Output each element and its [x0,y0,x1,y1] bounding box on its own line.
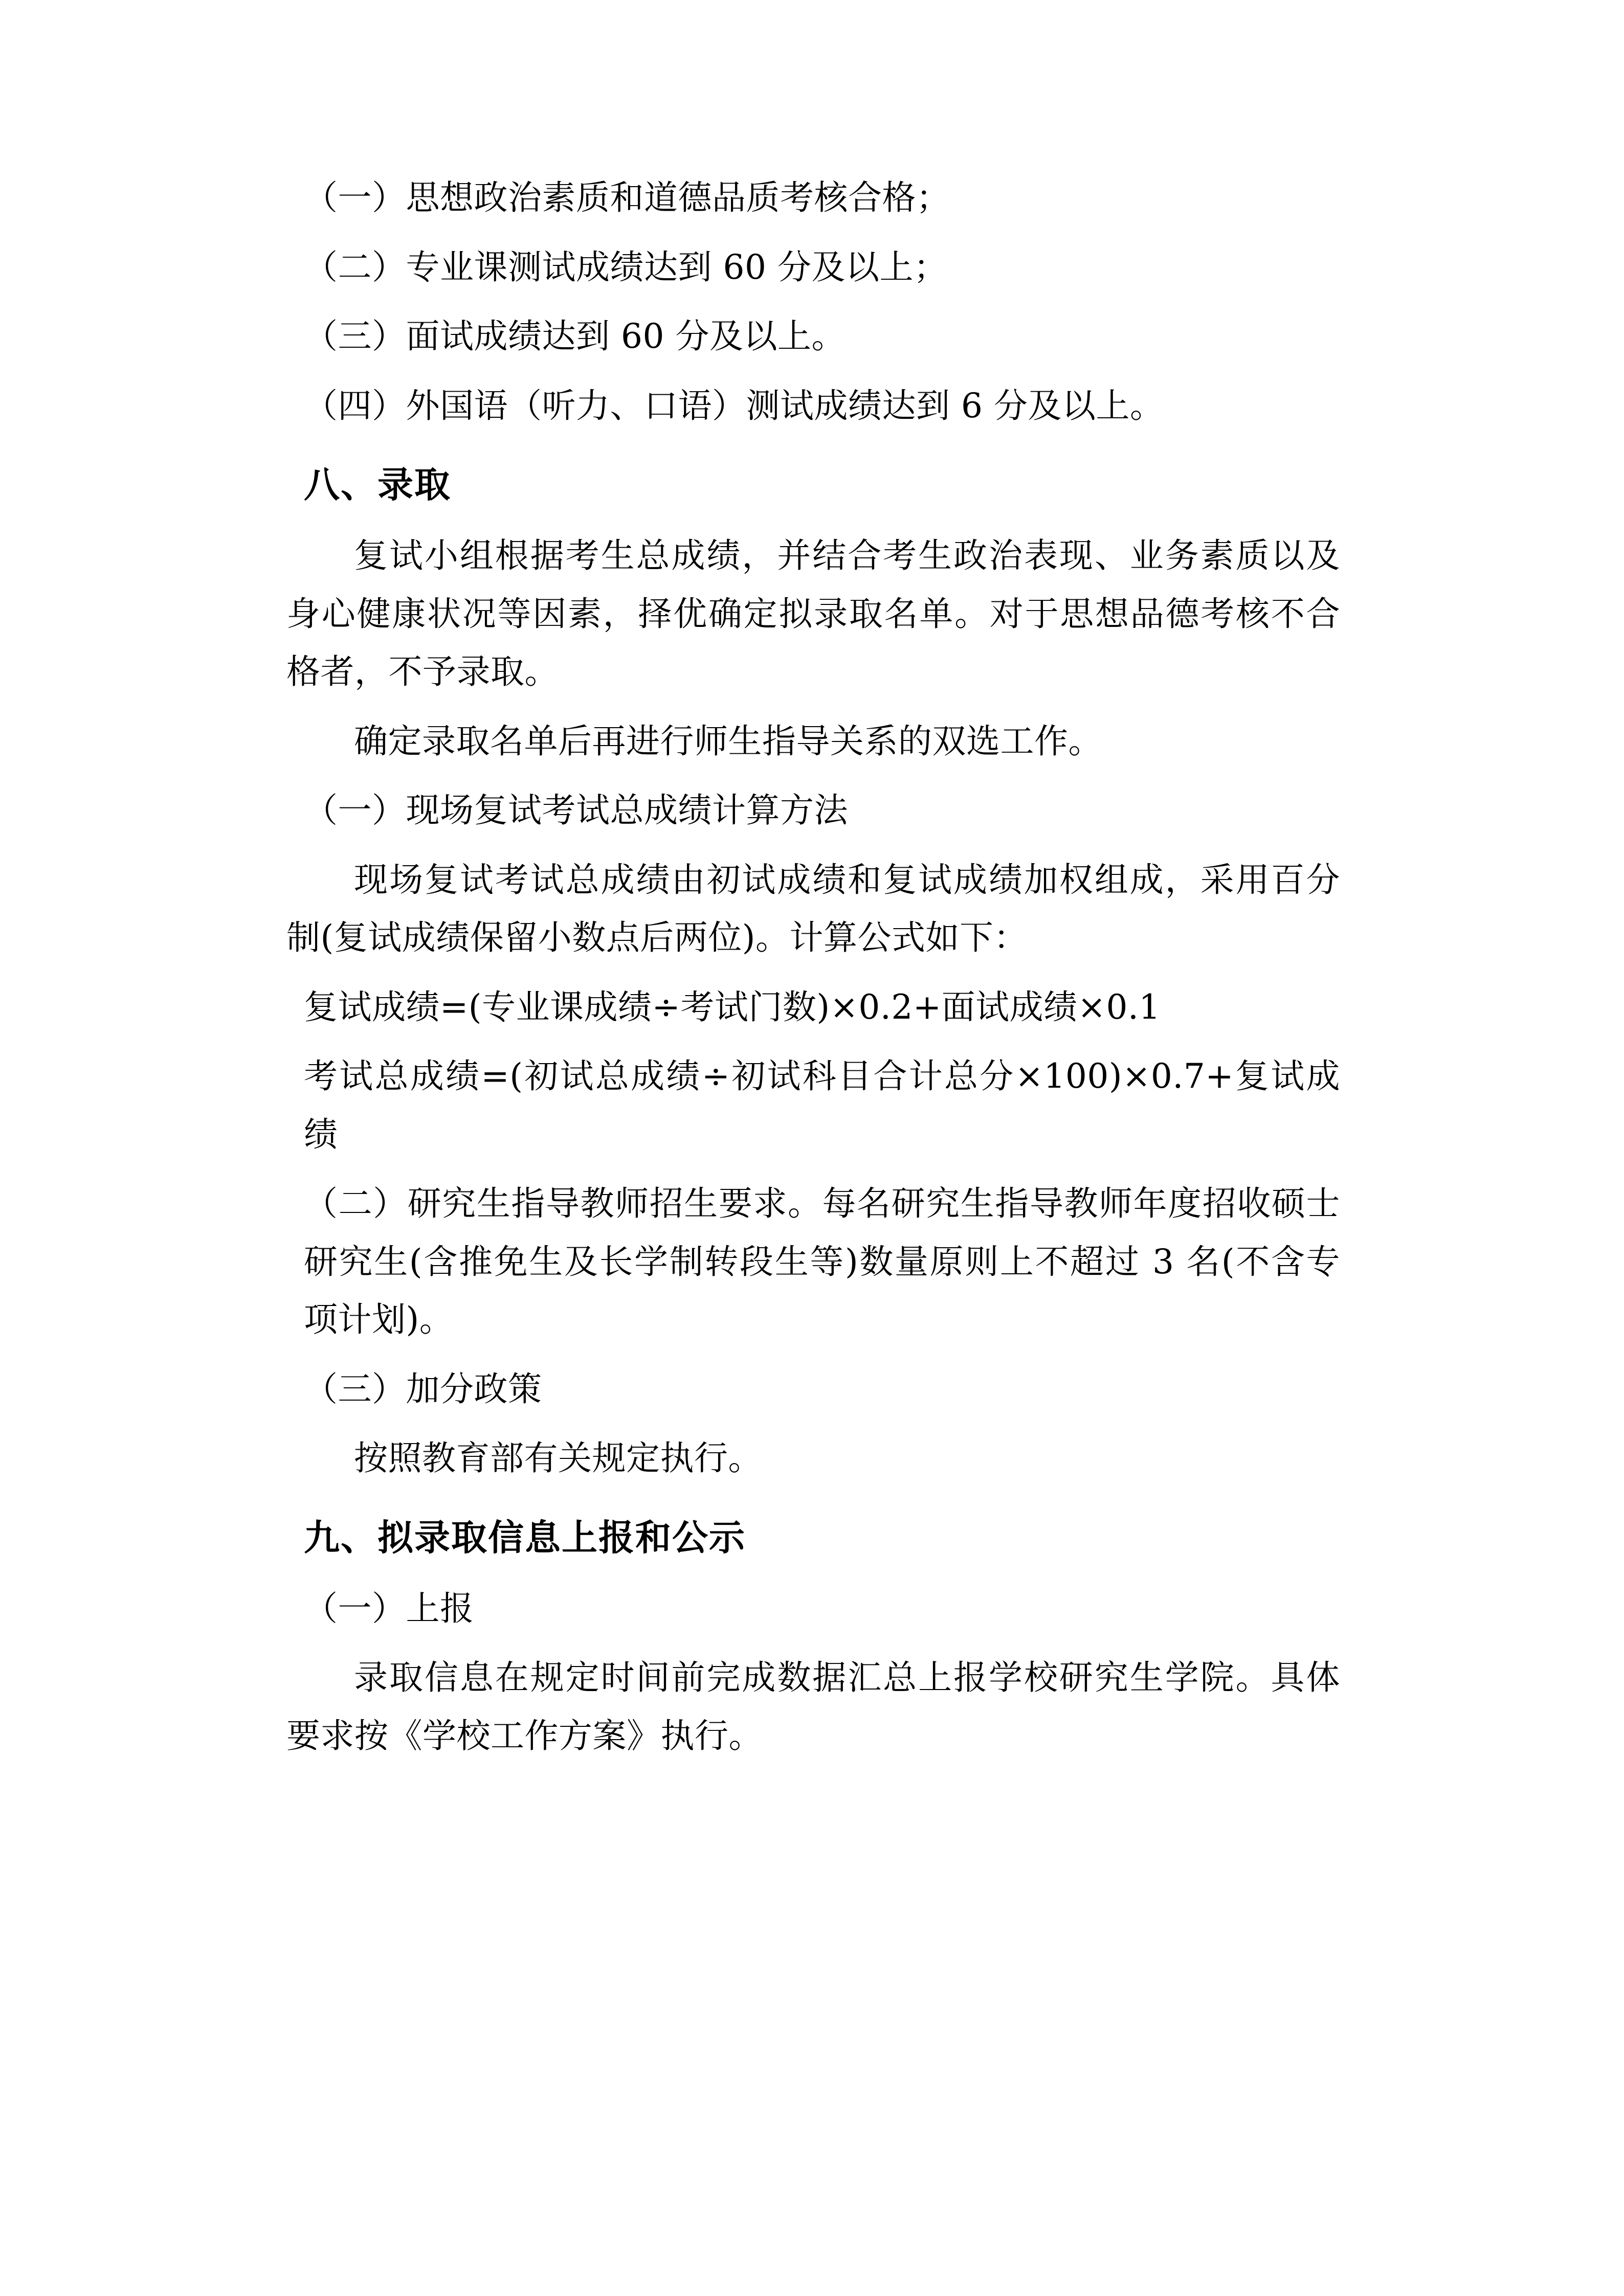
list-item-condition-2: （二）专业课测试成绩达到 60 分及以上； [304,247,948,287]
paragraph-advisor-selection: 确定录取名单后再进行师生指导关系的双选工作。 [354,721,1102,761]
formula-retest-score: 复试成绩=(专业课成绩÷考试门数)×0.2+面试成绩×0.1 [304,987,1161,1027]
list-item-condition-1: （一）思想政治素质和道德品质考核合格； [304,178,950,217]
paragraph-score-composition: 现场复试考试总成绩由初试成绩和复试成绩加权组成，采用百分制(复试成绩保留小数点后两位)。计算公式如下： [286,860,1340,958]
paragraph-reporting-detail: 录取信息在规定时间前完成数据汇总上报学校研究生学院。具体要求按《学校工作方案》执行。 [286,1658,1340,1755]
subsection-advisor-quota: （二）研究生指导教师招生要求。每名研究生指导教师年度招收硕士研究生(含推免生及长学制转段生等)数量原则上不超过 3 名(不含专项计划)。 [304,1184,1340,1340]
list-item-condition-3: （三）面试成绩达到 60 分及以上。 [304,317,846,356]
list-item-condition-4: （四）外国语（听力、口语）测试成绩达到 6 分及以上。 [304,386,1164,425]
paragraph-bonus-policy: 按照教育部有关规定执行。 [354,1438,762,1478]
paragraph-admission-criteria: 复试小组根据考生总成绩，并结合考生政治表现、业务素质以及身心健康状况等因素，择优确定拟录取名单。对于思想品德考核不合格者，不予录取。 [286,536,1340,692]
subsection-score-calculation-title: （一）现场复试考试总成绩计算方法 [304,791,848,830]
document-body [286,169,1340,1765]
subsection-bonus-policy-title: （三）加分政策 [304,1369,542,1409]
section-heading-admission: 八、录取 [304,464,451,506]
section-heading-reporting: 九、拟录取信息上报和公示 [304,1516,746,1559]
subsection-reporting-title: （一）上报 [304,1588,474,1628]
formula-total-score: 考试总成绩=(初试总成绩÷初试科目合计总分×100)×0.7+复试成绩 [304,1056,1340,1154]
